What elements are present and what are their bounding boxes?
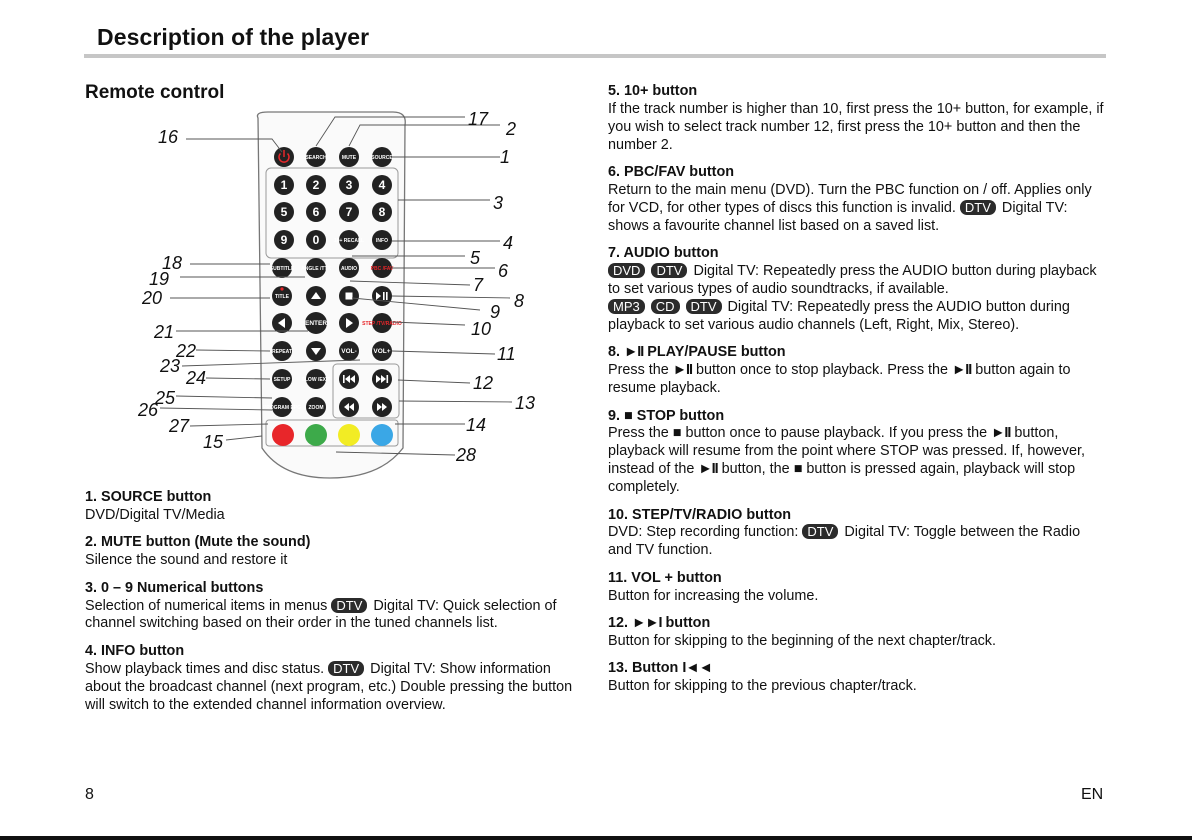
heading-number: 9.	[608, 407, 621, 424]
setup-label: SETUP	[273, 377, 291, 383]
callout-28: 28	[456, 445, 477, 465]
play-pause-icon: ►II	[672, 362, 693, 379]
item-heading: 1. SOURCE button	[85, 489, 212, 505]
stop-icon: ■	[624, 407, 633, 424]
dvd-badge: DVD	[608, 263, 645, 278]
callout-17: 17	[468, 109, 489, 129]
callout-2: 2	[506, 119, 517, 139]
item-text-pre: DVD: Step recording function:	[608, 524, 799, 541]
info-label: INFO	[376, 238, 388, 244]
heading-text: button	[665, 615, 711, 632]
item-text-main: Digital TV: Quick selection of channel switching based on their order in the tuned channels list.	[85, 597, 557, 632]
num-7-label: 7	[345, 205, 353, 219]
item-text: DVD/Digital TV/Media	[85, 506, 225, 523]
text-part: button, the	[721, 461, 790, 478]
prev-track-icon: I◄◄	[682, 660, 712, 677]
mp3-badge: MP3	[608, 299, 645, 314]
item-heading: 3. 0 – 9 Numerical buttons	[85, 579, 264, 596]
mute-label: MUTE	[341, 155, 357, 161]
callout-18: 18	[162, 253, 183, 273]
next-track-icon: ►►I	[632, 615, 662, 632]
item-text-pre: Return to the main menu (DVD). Turn the PBC function on / off. Applies only for VCD, for other types of discs this function is invalid.	[608, 182, 1092, 216]
heading-text: STOP button	[636, 407, 725, 424]
item-text-1	[608, 263, 1108, 299]
num-3-label: 3	[345, 178, 353, 192]
heading-number: 12.	[608, 615, 629, 632]
item-mute	[85, 534, 585, 570]
angle-label: ANGLE /TTX	[301, 266, 331, 272]
title-label: TITLE	[275, 294, 289, 300]
callout-21: 21	[154, 322, 175, 342]
item-text: If the track number is higher than 10, first press the 10+ button, for example, if you wish to select track number 12, first press the 10+ button and then the number 2.	[608, 100, 1104, 153]
blue-key	[371, 424, 393, 446]
callout-27: 27	[169, 416, 190, 436]
yellow-key	[338, 424, 360, 446]
item-heading: 11. VOL + button	[608, 569, 722, 586]
recall-label: 10+ RECALL	[333, 238, 365, 244]
item-heading	[608, 408, 1108, 426]
enter-label: ENTER	[304, 320, 328, 327]
program-label: PROGRAM EPG	[262, 405, 302, 411]
callout-19: 19	[149, 269, 170, 289]
dtv-badge: DTV	[686, 299, 722, 314]
play-pause-icon: ►II	[698, 461, 718, 478]
play-pause-icon: ►II	[624, 344, 644, 361]
callout-6: 6	[498, 261, 509, 281]
item-pbc	[608, 164, 1108, 236]
cd-badge: CD	[651, 299, 680, 314]
item-step	[608, 507, 1108, 561]
item-heading	[608, 660, 1108, 678]
num-2-label: 2	[312, 178, 320, 192]
text-part: button, playback will resume from the point where STOP was pressed. If, however, instead of the	[608, 425, 1085, 478]
item-numerical	[85, 580, 585, 634]
bottom-border	[0, 836, 1192, 840]
page-number: 8	[85, 786, 94, 803]
dtv-badge: DTV	[802, 524, 838, 539]
play-pause-icon: ►II	[952, 362, 972, 379]
callout-12: 12	[473, 373, 494, 393]
stop-icon	[346, 293, 353, 300]
heading-text: 13. Button	[608, 660, 679, 677]
subtitle-label: SUBTITLE	[269, 266, 295, 272]
item-audio	[608, 245, 1108, 335]
item-text: Button for increasing the volume.	[608, 587, 819, 604]
item-heading: 5. 10+ button	[608, 83, 698, 99]
item-play-pause	[608, 344, 1108, 398]
item-heading: 10. STEP/TV/RADIO button	[608, 506, 792, 523]
num-4-label: 4	[378, 178, 386, 192]
callout-25: 25	[155, 388, 176, 408]
callout-24: 24	[186, 368, 207, 388]
item-text: Silence the sound and restore it	[85, 552, 288, 569]
callout-11: 11	[497, 344, 516, 364]
num-9-label: 9	[280, 233, 288, 247]
text-part: Press the	[608, 425, 669, 442]
slow-label: SLOW /EXIT	[301, 377, 331, 383]
callout-15: 15	[203, 432, 224, 452]
text-part: button again to resume playback.	[608, 362, 1071, 397]
dtv-badge: DTV	[331, 598, 367, 613]
item-text-main: Digital TV: shows a favourite channel list based on a saved list.	[608, 199, 1068, 234]
source-label: SOURCE	[371, 155, 393, 161]
item-text-main: Digital TV: Repeatedly press the AUDIO button during playback to set various audio channels (Left, Right, Mix, Stereo).	[608, 298, 1070, 333]
num-6-label: 6	[312, 205, 320, 219]
item-vol-plus	[608, 570, 1108, 606]
item-text-main: Digital TV: Show information about the broadcast channel (next program, etc.) Double pressing the button will switch to the extended channel information overview.	[85, 660, 573, 713]
item-heading	[608, 615, 1108, 633]
item-heading: 2. MUTE button (Mute the sound)	[85, 534, 311, 551]
item-stop	[608, 408, 1108, 498]
search-label: SEARCH	[305, 155, 327, 161]
callout-4: 4	[503, 233, 514, 253]
title-dot	[280, 287, 283, 290]
num-1-label: 1	[280, 178, 288, 192]
section-heading: Remote control	[85, 82, 225, 103]
num-5-label: 5	[280, 205, 288, 219]
heading-text: PLAY/PAUSE button	[647, 344, 786, 361]
item-text	[608, 425, 1108, 497]
repeat-label: REPEAT	[272, 349, 292, 355]
callout-7: 7	[473, 275, 484, 295]
item-text	[608, 362, 1108, 398]
language-code: EN	[1081, 786, 1104, 803]
pbc-label: PBC /FAV	[370, 266, 394, 272]
callout-8: 8	[514, 291, 525, 311]
item-text: Button for skipping to the beginning of the next chapter/track.	[608, 632, 996, 649]
heading-number: 8.	[608, 344, 621, 361]
item-text-2	[608, 299, 1108, 335]
callout-9: 9	[490, 302, 501, 322]
item-text-pre: Show playback times and disc status.	[85, 660, 325, 677]
play-pause-button	[372, 286, 392, 306]
dtv-badge: DTV	[651, 263, 687, 278]
item-next	[608, 615, 1108, 651]
item-heading	[608, 344, 1108, 362]
dtv-badge: DTV	[960, 200, 996, 215]
item-source	[85, 489, 585, 525]
play-pause-icon: ►II	[991, 425, 1011, 442]
item-text-main: Digital TV: Toggle between the Radio and TV function.	[608, 524, 1081, 559]
step-label: STEP /TV/RADIO	[362, 321, 402, 327]
item-prev	[608, 660, 1108, 696]
num-0-label: 0	[312, 233, 320, 247]
green-key	[305, 424, 327, 446]
callout-26: 26	[138, 400, 159, 420]
item-text-pre: Selection of numerical items in menus	[85, 597, 328, 614]
item-text	[608, 524, 1108, 560]
zoom-label: ZOOM	[308, 405, 324, 411]
right-column	[608, 83, 1108, 706]
dtv-badge: DTV	[328, 661, 364, 676]
red-key	[272, 424, 294, 446]
text-part: button once to stop playback. Press the	[696, 362, 949, 379]
stop-icon: ■	[672, 425, 682, 442]
item-10plus	[608, 83, 1108, 155]
callout-13: 13	[515, 393, 536, 413]
callout-16: 16	[158, 127, 179, 147]
stop-icon: ■	[793, 461, 803, 478]
item-text-main: Digital TV: Repeatedly press the AUDIO button during playback to set various types of audio soundtracks, if available.	[608, 263, 1097, 298]
text-part: button once to pause playback. If you press the	[685, 425, 988, 442]
item-text	[85, 661, 585, 715]
item-text	[85, 598, 585, 634]
vol-plus-label: VOL+	[373, 348, 391, 355]
item-text	[608, 182, 1108, 236]
audio-label: AUDIO	[340, 266, 358, 272]
item-heading: 4. INFO button	[85, 642, 185, 659]
item-heading: 6. PBC/FAV button	[608, 164, 735, 181]
callout-20: 20	[142, 288, 163, 308]
callout-1: 1	[500, 147, 511, 167]
left-column	[85, 489, 585, 724]
item-info	[85, 643, 585, 715]
callout-23: 23	[160, 356, 181, 376]
num-8-label: 8	[378, 205, 386, 219]
item-heading: 7. AUDIO button	[608, 245, 719, 262]
callout-10: 10	[471, 319, 492, 339]
vol-minus-label: VOL-	[341, 348, 357, 355]
text-part: Press the	[608, 362, 669, 379]
callout-22: 22	[176, 341, 197, 361]
callout-5: 5	[470, 248, 481, 268]
item-text: Button for skipping to the previous chapter/track.	[608, 678, 917, 695]
callout-14: 14	[466, 415, 487, 435]
callout-3: 3	[493, 193, 504, 213]
text-part: button is pressed again, playback will stop completely.	[608, 461, 1076, 496]
page-title: Description of the player	[97, 24, 370, 50]
